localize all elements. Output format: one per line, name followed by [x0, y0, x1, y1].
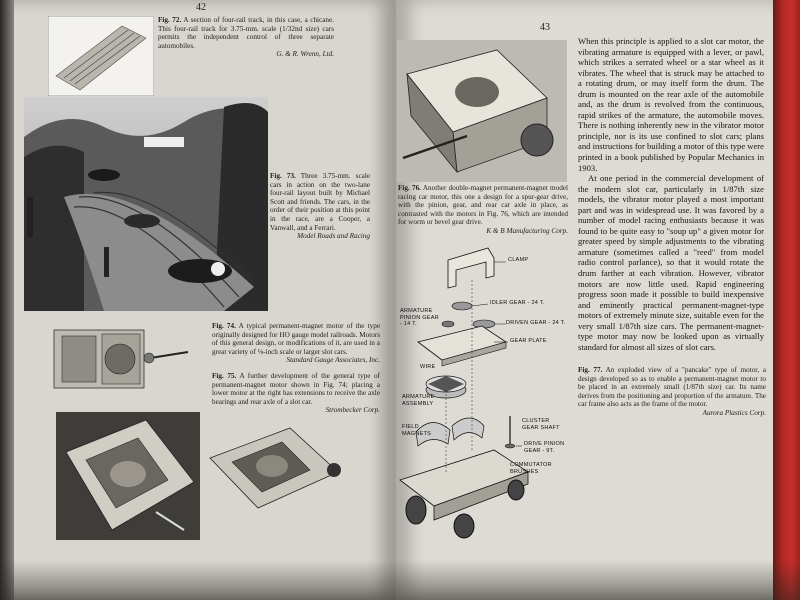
fig77-label: Fig. 77.: [578, 366, 603, 374]
fig76-credit: K & B Manufacturing Corp.: [486, 226, 568, 235]
bottom-shadow: [0, 560, 800, 600]
fig76-text: Another double-magnet permanent-magnet model racing car motor, this one a design for a spur-gear drive, with the pinion, gear, and rear car axle in place, as contrasted with the motors in Fig. 76, which are intended for worm or bevel gear drive.: [398, 184, 568, 227]
fig76-label: Fig. 76.: [398, 184, 421, 192]
fig75-label: Fig. 75.: [212, 372, 237, 380]
fig77-caption: [578, 366, 766, 418]
body-paragraph: At one period in the commercial development of the modern slot car, particularly in 1/87th size models, the vibrator motor played a most important part and was in widespread use. It was favored by a number of model racing enthusiasts because it was found to be quite easy to "soup up" a given motor for greater speed by simple adjustments to the vibrating armature (sometimes called a "reed" from model radio control parlance), so that it would rotate the drum farther at each vibration. However, vibrator motors are now little used. Rapid engineering progress soon made it possible to build inexpensive and eminently practical permanent-magnet-type motors of extremely minute size, suitable even for the very small 1/87th size cars. The permanent-magnet-type motor may now be looked upon as virtually standard for almost all sizes of slot cars.: [578, 173, 764, 352]
fig75-caption: [212, 372, 380, 415]
label-armature-assembly: ARMATURE ASSEMBLY: [402, 394, 435, 407]
fig73-credit: Model Roads and Racing: [297, 232, 370, 241]
fig72-credit: G. & R. Wrenn, Ltd.: [276, 50, 334, 59]
fig72-text: A section of four-rail track, in this case, a chicane. This four-rail track for 3.75-mm. scale (1/32nd size) cars permits the independent control of three separate automobiles.: [158, 16, 334, 50]
book-left-edge: [0, 0, 14, 600]
body-text-column: [578, 36, 764, 352]
label-driven-gear: DRIVEN GEAR - 24 T.: [506, 320, 566, 326]
fig74-credit: Standard Gauge Associates, Inc.: [286, 356, 380, 365]
fig73-race-photo: [24, 97, 268, 311]
fig73-label: Fig. 73.: [270, 172, 296, 180]
fig74-text: A typical permanent-magnet motor of the type originally designed for HO gauge model railroads. Motors of this general design, or modifications of it, are used in a great variety of ⅛-inch scale or larger slot cars.: [212, 322, 381, 356]
fig76-motor-photo: [397, 40, 567, 182]
body-paragraph: When this principle is applied to a slot car motor, the vibrating armature is equipped with a lever, or pawl, which strikes a serrated wheel or a star wheel as it vibrates. The wheel that is struck may be attached to a rotating drum, or may itself form the drum. The drum is mounted on the rear axle of the automobile and, as the drum is revolved from the continuous, rapid strikes of the armature, the automobile moves. There is nothing inherently new in the vibrator motor principle, nor is its use confined to slot cars; plans and instructions for building a motor of this type were printed in a book published by Popular Mechanics in 1903.: [578, 36, 764, 173]
fig75-motor-left-image: [56, 412, 200, 540]
fig75-credit: Strombecker Corp.: [325, 406, 380, 415]
label-gear-plate: GEAR PLATE: [510, 338, 547, 344]
fig72-track-image: [48, 16, 154, 96]
label-drive-pinion: DRIVE PINION GEAR - 9T.: [524, 441, 565, 454]
label-clamp: CLAMP: [508, 257, 529, 263]
fig75-motor-right-image: [206, 418, 356, 518]
fig76-caption: [398, 184, 568, 236]
label-idler-gear: IDLER GEAR - 24 T.: [490, 300, 545, 306]
fig75-text: A further development of the general type of permanent-magnet motor shown in Fig. 74; placing a lower motor at the right has extensions to receive the axle bearings and rear axle of a slot car.: [212, 372, 380, 406]
right-page-number: 43: [540, 22, 550, 33]
fig74-label: Fig. 74.: [212, 322, 236, 330]
book-cover-edge: [773, 0, 800, 600]
label-wire: WIRE: [420, 364, 436, 370]
fig77-exploded-diagram: [398, 240, 576, 540]
fig72-caption: [158, 16, 334, 59]
fig73-text: Three 3.75-mm. scale cars in action on the two-lane four-rail layout built by Michael Scott and friends. The cars, in the order of their position at this point in the race, are a Cooper, a Vanwall, and a Ferrari.: [270, 172, 371, 232]
label-cluster-gear-shaft: CLUSTER GEAR SHAFT: [522, 418, 560, 431]
fig72-label: Fig. 72.: [158, 16, 182, 24]
label-commutator-brushes: COMMUTATOR BRUSHES: [510, 462, 552, 475]
label-field-magnets: FIELD MAGNETS: [402, 424, 432, 437]
fig74-motor-image: [48, 320, 196, 398]
fig74-caption: [212, 322, 380, 365]
fig73-caption: [270, 172, 370, 241]
fig77-text: An exploded view of a "pancake" type of motor, a design developed so as to enable a permanent-magnet motor to be placed in an extremely small (1/87th size) car. Its name derives from the positioning and proportion of the armature. The car frame also acts as the frame of the motor.: [578, 366, 766, 409]
label-armature-pinion: ARMATURE PINION GEAR - 14 T.: [400, 308, 439, 327]
fig77-credit: Aurora Plastics Corp.: [702, 408, 766, 417]
left-page-number: 42: [196, 2, 206, 13]
